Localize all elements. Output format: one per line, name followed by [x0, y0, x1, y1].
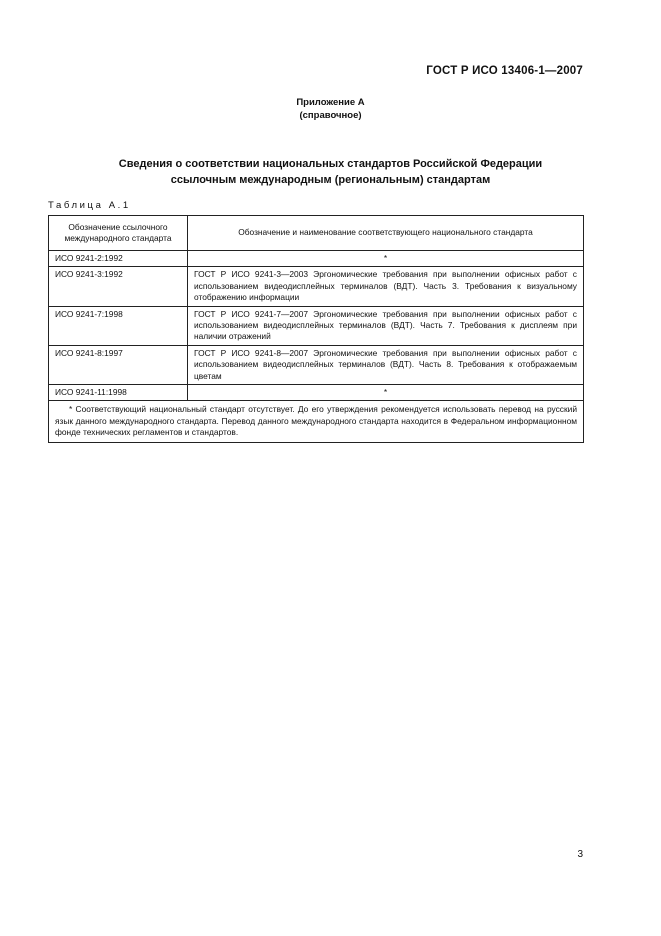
- national-standard-cell: *: [188, 385, 584, 401]
- appendix-subtitle: (справочное): [299, 110, 362, 121]
- national-standard-cell: *: [188, 251, 584, 267]
- reference-standard-cell: ИСО 9241-3:1992: [49, 267, 188, 306]
- table-row: [49, 385, 584, 401]
- table-row: [49, 267, 584, 306]
- table-footnote-row: [49, 401, 584, 442]
- header-national-standard: Обозначение и наименование соответствующего национального стандарта: [188, 216, 584, 251]
- national-standard-cell: ГОСТ Р ИСО 9241-8—2007 Эргономические требования при выполнении офисных работ с использованием видеодисплейных терминалов (ВДТ). Часть 8. Требования к отображаемым цветам: [188, 345, 584, 384]
- reference-standard-cell: ИСО 9241-2:1992: [49, 251, 188, 267]
- document-code: ГОСТ Р ИСО 13406-1—2007: [426, 65, 583, 77]
- section-title-line-1: Сведения о соответствии национальных стандартов Российской Федерации: [118, 158, 543, 170]
- section-title-line-2: ссылочным международным (региональным) стандартам: [170, 174, 491, 186]
- table-row: [49, 251, 584, 267]
- header-reference-standard: Обозначение ссылочного международного стандарта: [49, 216, 188, 251]
- table-label: Таблица А.1: [48, 200, 131, 211]
- correspondence-table: [48, 215, 584, 443]
- section-title: [0, 156, 661, 188]
- national-standard-cell: ГОСТ Р ИСО 9241-7—2007 Эргономические требования при выполнении офисных работ с использованием видеодисплейных терминалов (ВДТ). Часть 7. Требования к дисплеям при наличии отражений: [188, 306, 584, 345]
- national-standard-cell: ГОСТ Р ИСО 9241-3—2003 Эргономические требования при выполнении офисных работ с использованием видеодисплейных терминалов (ВДТ). Часть 3. Требования к визуальному отображению информации: [188, 267, 584, 306]
- table-footnote: * Соответствующий национальный стандарт отсутствует. До его утверждения рекомендуется использовать перевод на русский язык данного международного стандарта. Перевод данного международного стандарта находится в Федеральном информационном фонде технических регламентов и стандартов.: [49, 401, 584, 442]
- appendix-heading: [0, 96, 661, 122]
- table-header-row: [49, 216, 584, 251]
- reference-standard-cell: ИСО 9241-11:1998: [49, 385, 188, 401]
- table-row: [49, 345, 584, 384]
- table-row: [49, 306, 584, 345]
- reference-standard-cell: ИСО 9241-8:1997: [49, 345, 188, 384]
- appendix-title: Приложение А: [296, 97, 365, 108]
- reference-standard-cell: ИСО 9241-7:1998: [49, 306, 188, 345]
- page-number: 3: [577, 849, 583, 860]
